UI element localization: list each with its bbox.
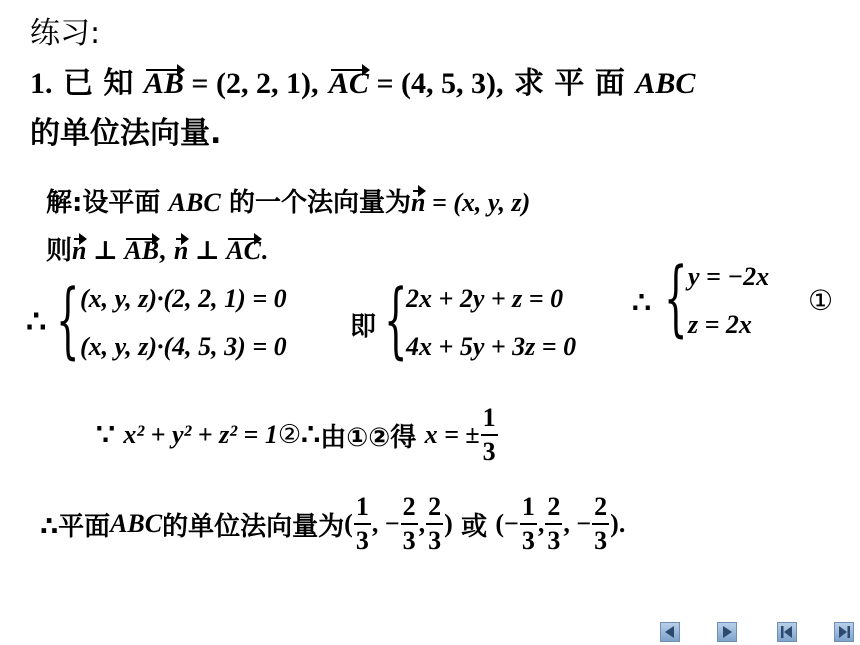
- final-text: 的单位法向量为: [162, 511, 345, 542]
- fraction: $\frac{1}{3}$: [482, 403, 496, 466]
- sol-intro: 解:设平面: [46, 188, 161, 218]
- first-button[interactable]: [777, 622, 797, 642]
- from-text: 由①②得: [320, 422, 417, 453]
- previous-button[interactable]: [660, 622, 680, 642]
- vector-ab: AB: [143, 67, 184, 100]
- skip-last-icon: [835, 623, 853, 641]
- norm-equation: x² + y² + z² = 1: [123, 420, 278, 449]
- therefore-symbol: ∴: [301, 418, 321, 452]
- ji-text: 即: [350, 312, 377, 342]
- fraction: $\frac{2}{3}$: [402, 492, 416, 555]
- vector-n: n: [410, 188, 426, 217]
- system1-row2: (x, y, z)·(4, 5, 3) = 0: [80, 332, 287, 361]
- vector-ac: AC: [328, 67, 369, 100]
- sol-plane: ABC: [168, 188, 221, 217]
- skip-first-icon: [778, 623, 796, 641]
- question-number: 1.: [30, 67, 53, 100]
- circle-two: ②: [277, 420, 302, 450]
- period: .: [261, 236, 268, 265]
- because-symbol: ∵: [96, 418, 116, 452]
- system2-row1: 2x + 2y + z = 0: [406, 284, 564, 313]
- x-value: x = ±: [424, 420, 480, 449]
- system3-row1: y = −2x: [688, 262, 770, 291]
- circle-one: ①: [808, 284, 834, 317]
- fraction: $\frac{2}{3}$: [547, 492, 561, 555]
- question-line-2: 的单位法向量.: [30, 116, 222, 151]
- fraction: $\frac{1}{3}$: [355, 492, 369, 555]
- or-text: 或: [461, 511, 488, 542]
- page-title: 练习:: [30, 16, 101, 51]
- question-ask: 求 平 面: [513, 66, 625, 101]
- perp-symbol: ⊥: [86, 236, 125, 265]
- triangle-right-icon: [718, 623, 736, 641]
- sol-normal-text: 的一个法向量为: [228, 188, 411, 218]
- sol-then: 则: [46, 236, 73, 266]
- left-brace: {: [56, 273, 80, 368]
- system1-row1: (x, y, z)·(2, 2, 1) = 0: [80, 284, 287, 313]
- solution-line-2: [46, 230, 268, 267]
- plane-name: ABC: [635, 67, 696, 100]
- vector-ac: AC: [226, 236, 262, 265]
- left-brace: {: [384, 273, 408, 368]
- triangle-left-icon: [661, 623, 679, 641]
- left-brace: {: [664, 251, 688, 346]
- solution-line-1: [46, 182, 530, 219]
- fraction: $\frac{2}{3}$: [594, 492, 608, 555]
- system3-row2: z = 2x: [688, 310, 752, 339]
- system2-row2: 4x + 5y + 3z = 0: [406, 332, 577, 361]
- final-intro: ∴平面: [40, 511, 111, 542]
- question-line-1: [30, 58, 695, 102]
- therefore-symbol: ∴: [632, 287, 652, 320]
- final-plane: ABC: [110, 509, 163, 538]
- vector-n: n: [72, 236, 87, 265]
- vector-n: n: [173, 236, 189, 265]
- separator: ,: [159, 236, 166, 265]
- vector-ab-value: = (2, 2, 1),: [183, 67, 319, 100]
- perp-symbol: ⊥: [188, 236, 227, 265]
- vector-ab: AB: [124, 236, 160, 265]
- therefore-symbol: ∴: [26, 303, 47, 339]
- final-line: ∴平面 ABC 的单位法向量为 ( $\frac{1}{3}$ , − $\frac{2}{3}$ , $\frac{2}{3}$ ) 或 (− $\frac{1}{3}$ , $\frac{2}{3}$ , − $\frac{2}{3}$ ) .: [40, 492, 626, 555]
- period: .: [618, 509, 626, 538]
- last-button[interactable]: [834, 622, 854, 642]
- vector-ac-value: = (4, 5, 3),: [368, 67, 504, 100]
- vector-n-def: = (x, y, z): [425, 188, 531, 217]
- norm-line: [96, 400, 499, 470]
- question-given: 已 知: [62, 66, 134, 101]
- fraction: $\frac{1}{3}$: [521, 492, 535, 555]
- fraction: $\frac{2}{3}$: [428, 492, 442, 555]
- next-button[interactable]: [717, 622, 737, 642]
